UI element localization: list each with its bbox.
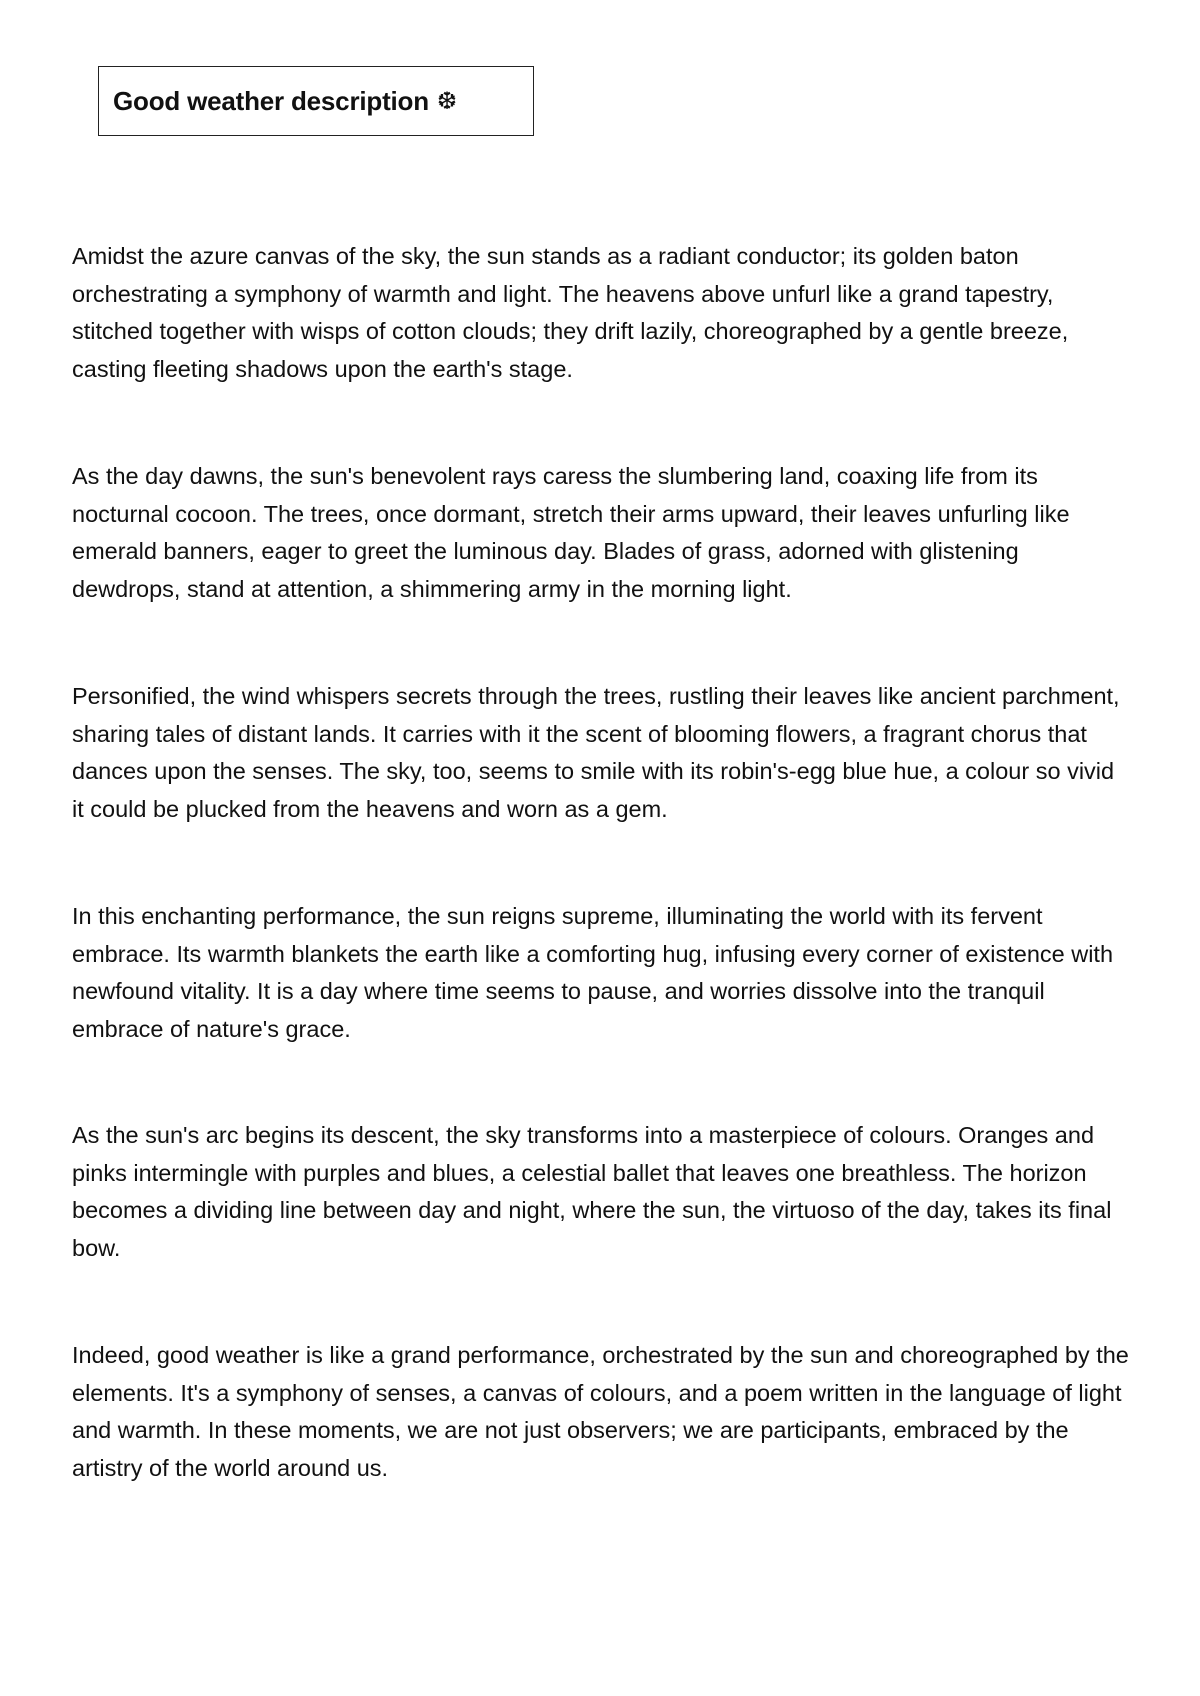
paragraph-1: Amidst the azure canvas of the sky, the sun stands as a radiant conductor; its golden baton orchestrating a symphony of warmth and light. The heavens above unfurl like a grand tapestry, stitched together with wisps of cotton clouds; they drift lazily, choreographed by a gentle breeze, casting fleeting shadows upon the earth's stage. bbox=[72, 243, 1069, 382]
paragraph-6: Indeed, good weather is like a grand performance, orchestrated by the sun and choreographed by the elements. It's a symphony of senses, a canvas of colours, and a poem written in the language of light and warmth. In these moments, we are not just observers; we are participants, embraced by the artistry of the world around us. bbox=[72, 1342, 1129, 1481]
paragraph-2: As the day dawns, the sun's benevolent rays caress the slumbering land, coaxing life from its nocturnal cocoon. The trees, once dormant, stretch their arms upward, their leaves unfurling like emerald banners, eager to greet the luminous day. Blades of grass, adorned with glistening dewdrops, stand at attention, a shimmering army in the morning light. bbox=[72, 463, 1070, 602]
paragraph-5: As the sun's arc begins its descent, the sky transforms into a masterpiece of colours. Oranges and pinks intermingle with purples and blues, a celestial ballet that leaves one breathless. The horizon becomes a dividing line between day and night, where the sun, the virtuoso of the day, takes its final bow. bbox=[72, 1122, 1112, 1261]
paragraph-4: In this enchanting performance, the sun reigns supreme, illuminating the world with its fervent embrace. Its warmth blankets the earth like a comforting hug, infusing every corner of existence with newfound vitality. It is a day where time seems to pause, and worries dissolve into the tranquil embrace of nature's grace. bbox=[72, 903, 1114, 1042]
paragraph-3: Personified, the wind whispers secrets through the trees, rustling their leaves like ancient parchment, sharing tales of distant lands. It carries with it the scent of blooming flowers, a fragrant chorus that dances upon the senses. The sky, too, seems to smile with its robin's-egg blue hue, a colour so vivid it could be plucked from the heavens and worn as a gem. bbox=[72, 683, 1120, 822]
snowflake-icon: ❆ bbox=[436, 87, 458, 115]
document-title: Good weather description bbox=[113, 85, 429, 116]
title-box bbox=[98, 66, 534, 136]
